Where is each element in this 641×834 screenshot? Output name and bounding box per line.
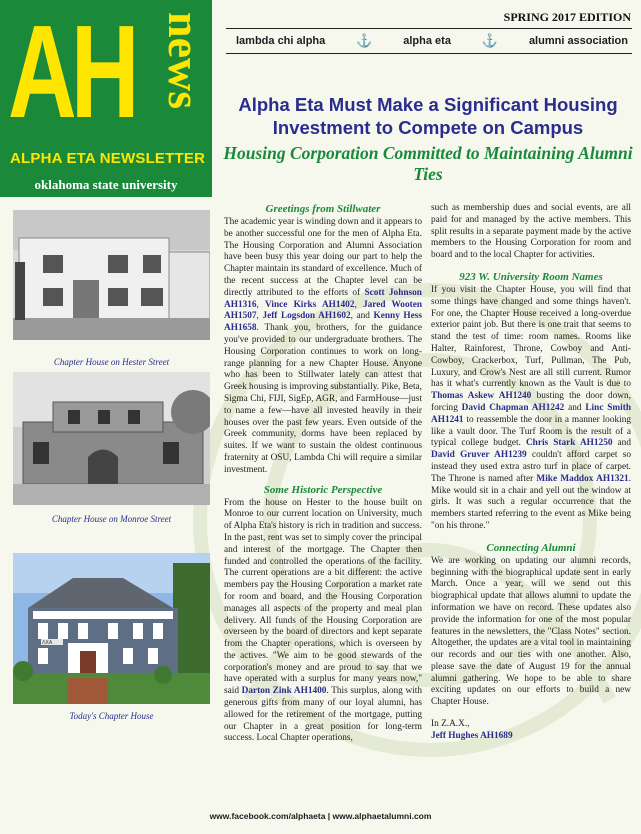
topbar-lambda-chi: lambda chi alpha <box>236 35 326 47</box>
caption-hester: Chapter House on Hester Street <box>53 357 170 367</box>
newsletter-name: ALPHA ETA NEWSLETTER <box>10 150 206 167</box>
caption-monroe: Chapter House on Monroe Street <box>51 514 172 524</box>
edition-label: SPRING 2017 EDITION <box>503 10 631 24</box>
section-title-greetings: Greetings from Stillwater <box>265 203 381 215</box>
section-title-alumni: Connecting Alumni <box>486 541 576 554</box>
greetings-body: The academic year is winding down and it appears to be another successful one for the men of Alpha Eta. The Housing Corporation and Alumni Association have been busy this year doing our part to help the Chapter maintain its standard of excellence. Much of the recent success at the Chapter level can be directly attributed to the efforts of Scott Johnson AH1316, Vince Kirks AH1402, Jared Wooten AH1507, Jeff Logsdon AH1602, and Kenny Hess AH1658. Thank you, brothers, for the guidance you've provided to our undergraduate brothers. The Housing Corporation continues to work on long-range planning for a new Chapter House. Anyone who has been to Stillwater lately can attest that Greek housing is improving substantially. Pike, Beta, Sigma Chi, FIJI, SigEp, AGR, and FarmHouse—just to name a few—have all invested heavily in their houses over the past few years. Even outside of the Greek community, dorms have been replaced by suites. If we want to sustain the oldest continuous fraternity at OSU, Lambda Chi will require a similar investment. <box>224 217 423 475</box>
caption-today: Today's Chapter House <box>69 711 154 721</box>
rooms-body: If you visit the Chapter House, you will find that some things have changed and some things haven't. For one, the Chapter House received a long-overdue exterior paint job. But there is one trait that seems to stand the test of time: room names. Rooms like Halter, Rainforest, Throne, Cowboy and Anti-Cowboy, Crackerbox, Turf, Pullman, The Pub, Luxury, and Crow's Nest are all still current. Rumor has it what's currently known as the Vault is due to Thomas Askew AH1240 busting the door down, forcing David Chapman AH1242 and Linc Smith AH1241 to reassemble the door in a manner looking like a vault door. The Turf Room is the result of a typical college budget. Chris Stark AH1250 and David Gruver AH1239 couldn't afford carpet so instead they used extra astro turf in place of carpet. The Throne is named after Mike Maddox AH1321. Mike would sit in a chair and yell out the window at girls. It was such a regular occurrence that the members started referring to the event as Mike being "on his throne." <box>431 284 632 531</box>
photo-todays-chapter-house <box>13 553 210 704</box>
masthead-news: news <box>159 12 210 110</box>
section-title-rooms: 923 W. University Room Names <box>459 270 603 283</box>
crest-icon: ⚓ <box>356 33 373 48</box>
historic-continued: such as membership dues and social events, are all paid for and managed by the active members. This split results in a separate payment made by the active members to the Housing Corporation for room and board and to the local Chapter for activities. <box>431 203 631 261</box>
signer: Jeff Hughes AH1689 <box>431 730 513 741</box>
university-name: oklahoma state university <box>34 177 178 192</box>
column-left <box>224 200 422 745</box>
section-title-historic: Some Historic Perspective <box>263 483 383 496</box>
crest-icon: ⚓ <box>481 33 499 48</box>
headline: Alpha Eta Must Make a Significant Housing Investment to Compete on Campus <box>238 94 618 138</box>
subhead: Housing Corporation Committed to Maintaining Alumni Ties <box>223 143 633 184</box>
closing: In Z.A.X., <box>431 719 470 730</box>
historic-body: From the house on Hester to the house built on Monroe to our current location on University, much of Alpha Eta's history is rich in tradition and success. In the past, rent was set to simply cover the principal and interest of the mortgage. The Chapter then funded and controlled the operations of the facility. The current operations are a bit different: the active members pay the Housing Corporation a market rate for room and board, and the Housing Corporation manages all aspects of the property and meal plan delivery. All funds of the Housing Corporation are overseen by the board of directors and kept separate from the Chapter operations, which is overseen by the actives. "We aim to be good stewards of the corporation's money and are proud to say that we have operated with a surplus for many years now," said Darton Zink AH1400. This surplus, along with generous gifts from many of our loyal alumni, has allowed for the retirement of the mortgage, putting our Chapter in a great position for long-term success. Local Chapter operations, <box>224 497 422 744</box>
topbar-alpha-eta: alpha eta <box>403 35 451 47</box>
alumni-body: We are working on updating our alumni records, beginning with the biographical update sent in early March. Once a year, will we send out this biographical update that allows alumni to update the information we have on record. These updates also provide the information for one of the most popular features in the newsletters, the "Class Notes" section. Altogether, the updates are a vital tool in maintaining our records and our ties with one another. Also, please save the date of August 19 for the annual alumni gathering. We hope to be able to share exciting updates on our efforts to build a new Chapter House. <box>431 555 631 708</box>
column-right <box>431 203 631 743</box>
house-letters-sign: ΛΧΑ <box>42 640 53 646</box>
topbar-alumni: alumni association <box>528 35 628 47</box>
footer-links[interactable]: www.facebook.com/alphaeta | www.alphaetalumni.com <box>209 811 432 821</box>
masthead-letters: AH <box>8 0 134 145</box>
photo-hester-street <box>13 210 210 340</box>
photo-monroe-street <box>13 372 210 505</box>
top-bar <box>226 28 632 54</box>
masthead-logo <box>0 0 212 197</box>
